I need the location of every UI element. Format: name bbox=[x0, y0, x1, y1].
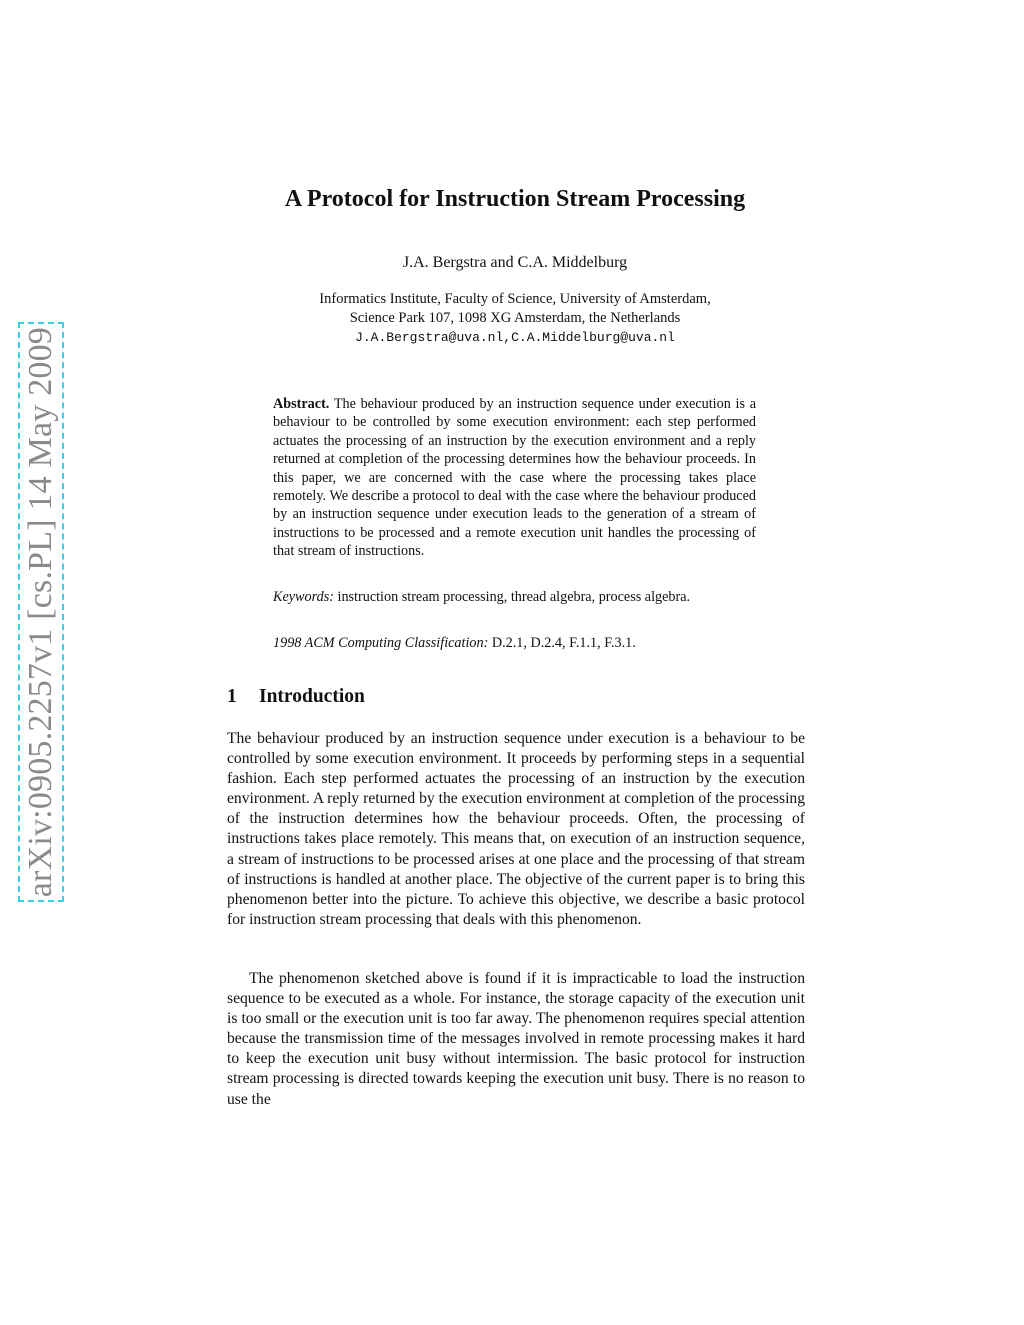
affiliation-line-1: Informatics Institute, Faculty of Science, University of Amsterdam, bbox=[319, 291, 711, 307]
body-paragraph-2: The phenomenon sketched above is found if it is impracticable to load the instruction sequence to be executed as a whole. For instance, the storage capacity of the execution unit is too small or the execution unit is too far away. The phenomenon requires special attention because the transmission time of the messages involved in remote processing makes it hard to keep the execution unit busy without intermission. The basic protocol for instruction stream processing is directed towards keeping the execution unit busy. There is no reason to use the bbox=[227, 970, 805, 1108]
abstract-text: The behaviour produced by an instruction sequence under execution is a behaviour to be controlled by some execution environment: each step performed actuates the processing of an instruction by the execution environment and a reply returned at completion of the processing determines how the behaviour proceeds. In this paper, we are concerned with the case where the processing takes place remotely. We describe a protocol to deal with the case where the behaviour produced by an instruction sequence under execution leads to the generation of a stream of instructions to be processed and a remote execution unit handles the processing of that stream of instructions. bbox=[273, 396, 756, 560]
acm-label: 1998 ACM Computing Classification: bbox=[273, 635, 489, 651]
keywords-text: instruction stream processing, thread algebra, process algebra. bbox=[337, 589, 691, 605]
abstract-label: Abstract. bbox=[273, 396, 330, 412]
section-title: Introduction bbox=[259, 686, 365, 707]
section-number: 1 bbox=[227, 686, 237, 707]
arxiv-id: arXiv:0905.2257v1 [cs.PL] 14 May 2009 bbox=[22, 326, 59, 898]
body-paragraph-1: The behaviour produced by an instruction sequence under execution is a behaviour to be controlled by some execution environment. It proceeds by performing steps in a sequential fashion. Each step performed actuates the processing of an instruction by the execution environment. A reply returned by the execution environment at completion of the processing of the instruction determines how the behaviour proceeds. Often, the processing of instructions takes place remotely. This means that, on execution of an instruction sequence, a stream of instructions to be processed arises at one place and the processing of that stream of instructions is handled at another place. The objective of the current paper is to bring this phenomenon better into the picture. To achieve this objective, we describe a basic protocol for instruction stream processing that deals with this phenomenon. bbox=[227, 730, 805, 928]
paper-title: A Protocol for Instruction Stream Processing bbox=[284, 186, 746, 212]
affiliation-line-2: Science Park 107, 1098 XG Amsterdam, the Netherlands bbox=[349, 310, 681, 326]
keywords bbox=[273, 588, 756, 606]
acm-text: D.2.1, D.2.4, F.1.1, F.3.1. bbox=[491, 635, 636, 651]
arxiv-stamp bbox=[18, 322, 64, 902]
section-heading bbox=[227, 686, 365, 708]
acm-classification bbox=[273, 634, 756, 652]
abstract bbox=[273, 395, 756, 561]
affiliation bbox=[0, 290, 1024, 347]
authors: J.A. Bergstra and C.A. Middelburg bbox=[402, 254, 628, 271]
keywords-label: Keywords: bbox=[273, 589, 334, 605]
author-emails: J.A.Bergstra@uva.nl,C.A.Middelburg@uva.nl bbox=[355, 330, 675, 345]
